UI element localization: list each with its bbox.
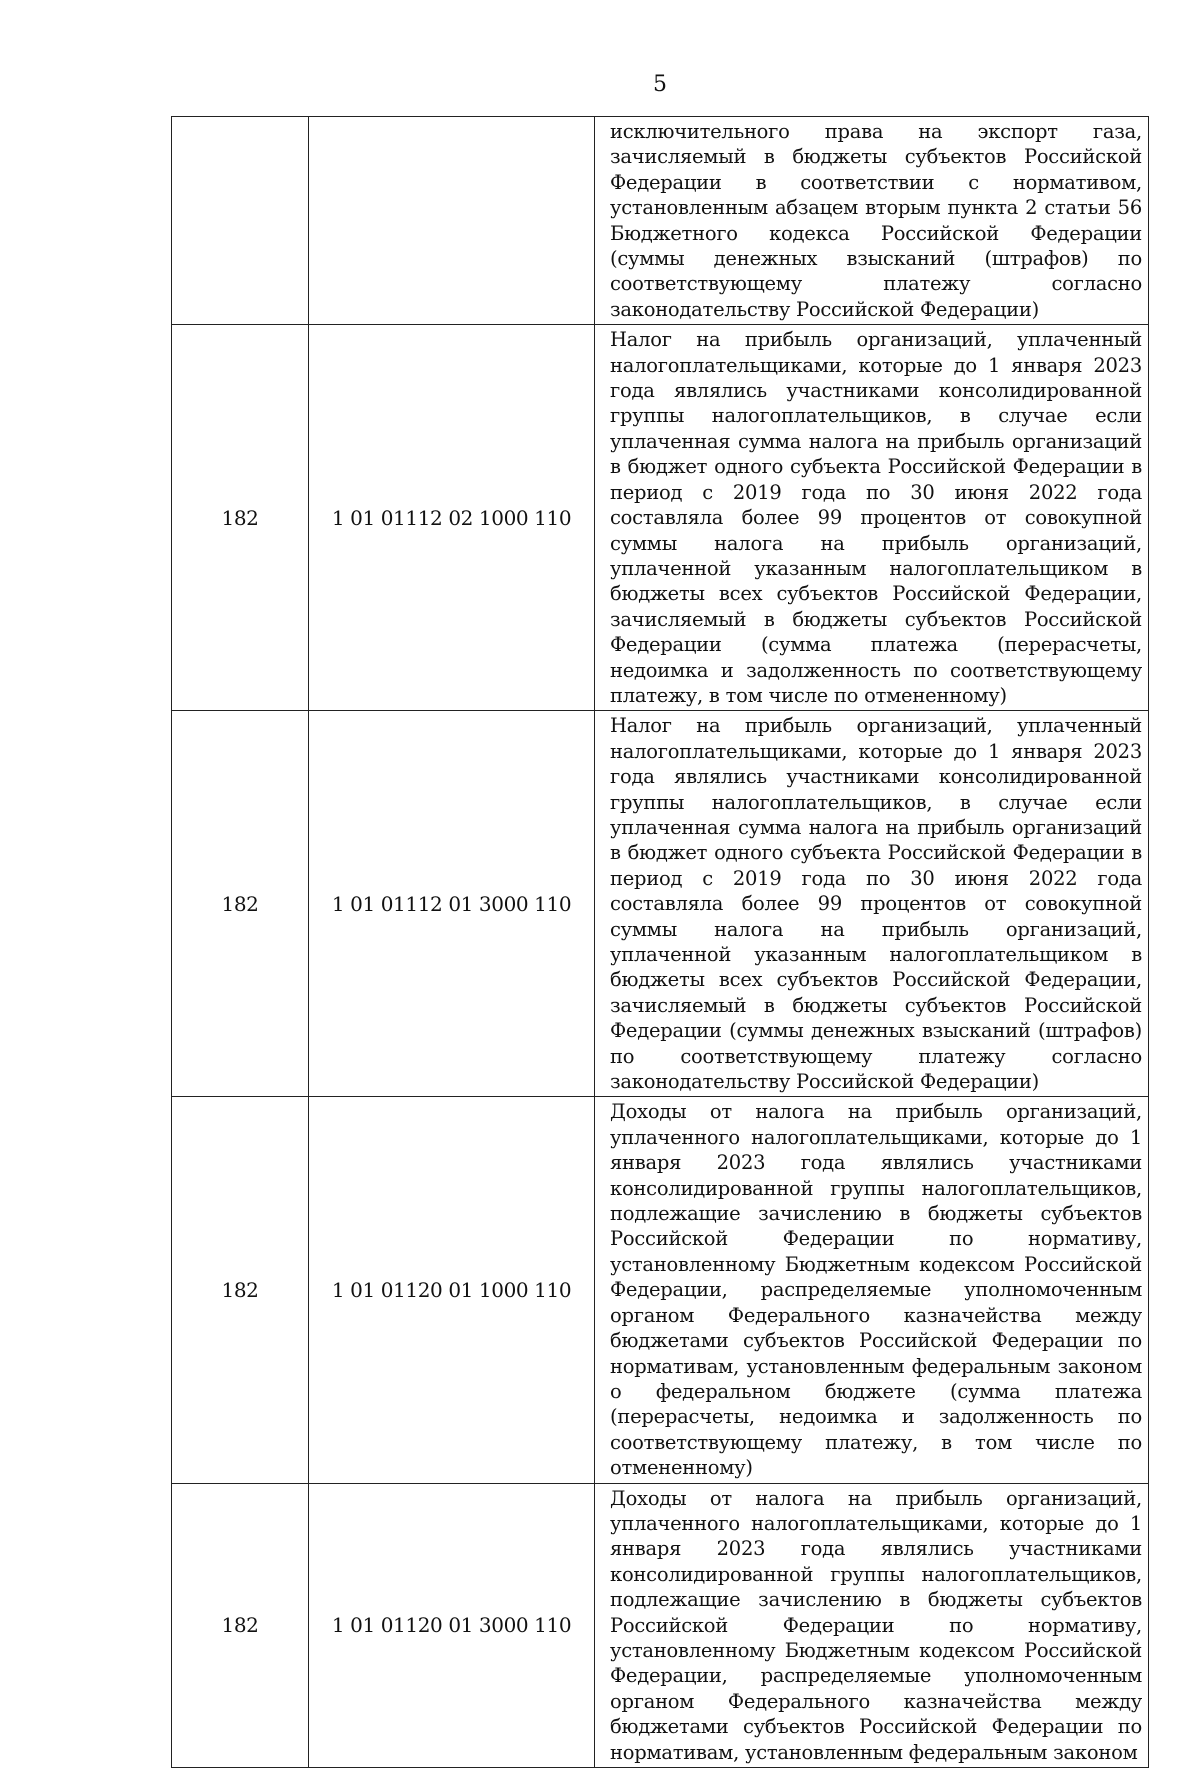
table-row xyxy=(172,1097,1149,1483)
table-row xyxy=(172,325,1149,711)
budget-code-cell: 1 01 01112 01 3000 110 xyxy=(309,711,595,1097)
table-row xyxy=(172,117,1149,325)
description-cell: Налог на прибыль организаций, уплаченный налогоплательщиками, которые до 1 января 2023 года являлись участниками консолидированной группы налогоплательщиков, в случае если уплаченная сумма налога на прибыль организаций в бюджет одного субъекта Российской Федерации в период с 2019 года по 30 июня 2022 года составляла более 99 процентов от совокупной суммы налога на прибыль организаций, уплаченной указанным налогоплательщиком в бюджеты всех субъектов Российской Федерации, зачисляемый в бюджеты субъектов Российской Федерации (сумма платежа (перерасчеты, недоимка и задолженность по соответствующему платежу, в том числе по отмененному) xyxy=(595,325,1149,711)
table-row xyxy=(172,711,1149,1097)
budget-code-cell: 1 01 01120 01 3000 110 xyxy=(309,1483,595,1767)
description-cell: Налог на прибыль организаций, уплаченный налогоплательщиками, которые до 1 января 2023 года являлись участниками консолидированной группы налогоплательщиков, в случае если уплаченная сумма налога на прибыль организаций в бюджет одного субъекта Российской Федерации в период с 2019 года по 30 июня 2022 года составляла более 99 процентов от совокупной суммы налога на прибыль организаций, уплаченной указанным налогоплательщиком в бюджеты всех субъектов Российской Федерации, зачисляемый в бюджеты субъектов Российской Федерации (суммы денежных взысканий (штрафов) по соответствующему платежу согласно законодательству Российской Федерации) xyxy=(595,711,1149,1097)
table-row xyxy=(172,1483,1149,1767)
page-number: 5 xyxy=(653,72,667,97)
budget-codes-table xyxy=(171,116,1149,1768)
admin-code-cell xyxy=(172,117,309,325)
budget-code-cell: 1 01 01120 01 1000 110 xyxy=(309,1097,595,1483)
budget-code-cell xyxy=(309,117,595,325)
description-cell: Доходы от налога на прибыль организаций, уплаченного налогоплательщиками, которые до 1 января 2023 года являлись участниками консолидированной группы налогоплательщиков, подлежащие зачислению в бюджеты субъектов Российской Федерации по нормативу, установленному Бюджетным кодексом Российской Федерации, распределяемые уполномоченным органом Федерального казначейства между бюджетами субъектов Российской Федерации по нормативам, установленным федеральным законом xyxy=(595,1483,1149,1767)
admin-code-cell: 182 xyxy=(172,711,309,1097)
description-cell: Доходы от налога на прибыль организаций, уплаченного налогоплательщиками, которые до 1 января 2023 года являлись участниками консолидированной группы налогоплательщиков, подлежащие зачислению в бюджеты субъектов Российской Федерации по нормативу, установленному Бюджетным кодексом Российской Федерации, распределяемые уполномоченным органом Федерального казначейства между бюджетами субъектов Российской Федерации по нормативам, установленным федеральным законом о федеральном бюджете (сумма платежа (перерасчеты, недоимка и задолженность по соответствующему платежу, в том числе по отмененному) xyxy=(595,1097,1149,1483)
admin-code-cell: 182 xyxy=(172,1097,309,1483)
description-cell: исключительного права на экспорт газа, зачисляемый в бюджеты субъектов Российской Федерации в соответствии с нормативом, установленным абзацем вторым пункта 2 статьи 56 Бюджетного кодекса Российской Федерации (суммы денежных взысканий (штрафов) по соответствующему платежу согласно законодательству Российской Федерации) xyxy=(595,117,1149,325)
budget-code-cell: 1 01 01112 02 1000 110 xyxy=(309,325,595,711)
admin-code-cell: 182 xyxy=(172,1483,309,1767)
admin-code-cell: 182 xyxy=(172,325,309,711)
